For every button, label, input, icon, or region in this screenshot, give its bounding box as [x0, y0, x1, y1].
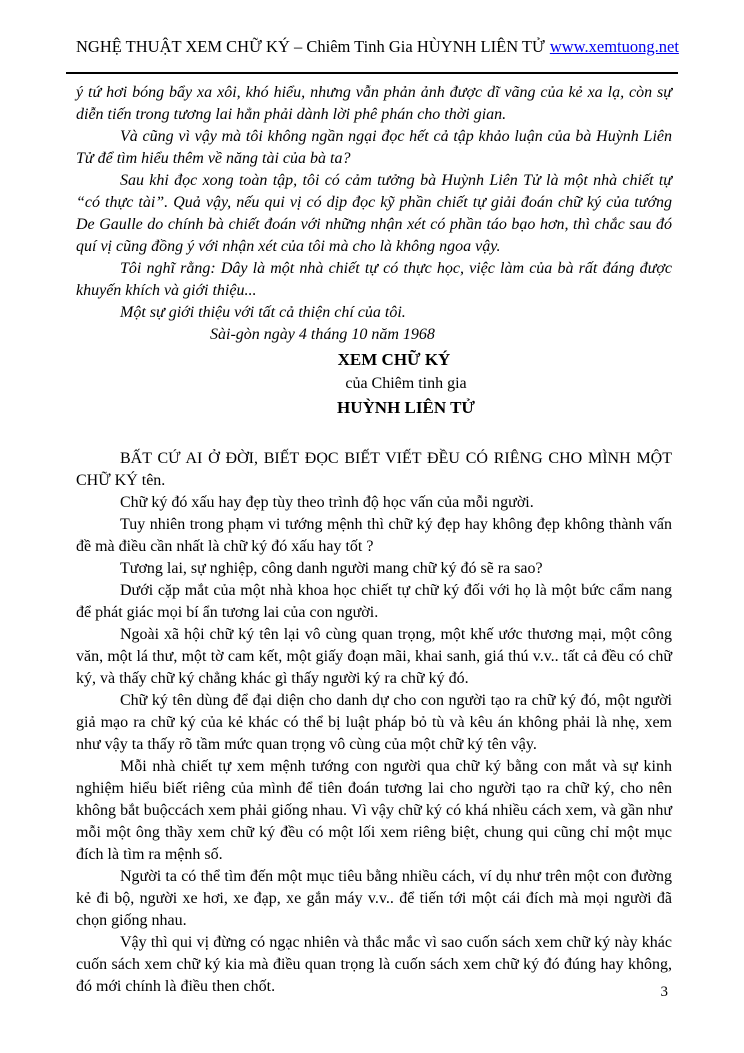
preface-paragraph: Một sự giới thiệu với tất cả thiện chí của tôi.	[120, 304, 406, 321]
header-title: NGHỆ THUẬT XEM CHỮ KÝ – Chiêm Tinh Gia HÙYNH LIÊN TỬ	[76, 37, 545, 56]
page-header	[76, 36, 679, 58]
dateline: Sài-gòn ngày 4 tháng 10 năm 1968	[210, 326, 435, 343]
body-section	[76, 448, 672, 998]
preface-section	[76, 82, 672, 346]
preface-paragraph: Sau khi đọc xong toàn tập, tôi có cảm tưởng bà Huỳnh Liên Tử là một nhà chiết tự “có thực tài”. Quả vậy, nếu qui vị có dịp đọc kỹ phần chiết tự giải đoán chữ ký của tướng De Gaulle do chính bà chiết đoán với những nhận xét có phần táo bạo hơn, thì chắc sau đó quí vị cũng đồng ý với nhận xét của tôi mà cho là không ngoa vậy.	[76, 172, 672, 255]
preface-paragraph: Tôi nghĩ rằng: Dây là một nhà chiết tự có thực học, việc làm của bà rất đáng được khuyến khích và giới thiệu...	[76, 260, 672, 299]
body-paragraph: Dưới cặp mắt của một nhà khoa học chiết tự chữ ký đối với họ là một bức cẩm nang để phát giác mọi bí ẩn tương lai của con người.	[76, 582, 672, 621]
document-subtitle: của Chiêm tinh gia	[345, 375, 467, 392]
body-paragraph: BẤT CỨ AI Ở ĐỜI, BIẾT ĐỌC BIẾT VIẾT ĐỀU CÓ RIÊNG CHO MÌNH MỘT CHỮ KÝ tên.	[76, 450, 672, 489]
preface-paragraph: ý tứ hơi bóng bẩy xa xôi, khó hiểu, nhưng vẫn phản ảnh được dĩ vãng của kẻ xa lạ, còn sự diễn tiến trong tương lai hẳn phải dành lời phê phán cho thời gian.	[76, 84, 672, 123]
document-title: XEM CHỮ KÝ	[337, 350, 451, 369]
header-divider	[66, 72, 678, 74]
body-paragraph: Tuy nhiên trong phạm vi tướng mệnh thì chữ ký đẹp hay không đẹp không thành vấn đề mà điều cần nhất là chữ ký đó xấu hay tốt ?	[76, 516, 672, 555]
body-paragraph: Vậy thì qui vị đừng có ngạc nhiên và thắc mắc vì sao cuốn sách xem chữ ký này khác cuốn sách xem chữ ký kia mà điều quan trọng là cuốn sách xem chữ ký đó đúng hay không, đó mới chính là điều then chốt.	[76, 934, 672, 995]
body-paragraph: Người ta có thể tìm đến một mục tiêu bằng nhiều cách, ví dụ như trên một con đường kẻ đi bộ, người xe hơi, xe đạp, xe gắn máy v.v.. để tiến tới một cái đích mà mọi người đã chọn giống nhau.	[76, 868, 672, 929]
page-number: 3	[660, 984, 668, 1000]
body-paragraph: Chữ ký đó xấu hay đẹp tùy theo trình độ học vấn của mỗi người.	[120, 494, 534, 511]
body-paragraph: Chữ ký tên dùng để đại diện cho danh dự cho con người tạo ra chữ ký đó, một người giả mạo ra chữ ký của kẻ khác có thể bị luật pháp bỏ tù và kêu án không phải là nhẹ, xem như vậy ta thấy rõ tầm mức quan trọng vô cùng của một chữ ký tên vậy.	[76, 692, 672, 753]
body-paragraph: Mỗi nhà chiết tự xem mệnh tướng con người qua chữ ký bằng con mắt và sự kinh nghiệm hiểu biết riêng của mình để tiên đoán tương lai cho người tạo ra chữ ký, cho nên không bắt buộccách xem phải giống nhau. Vì vậy chữ ký có khá nhiều cách xem, và gần như mỗi một ông thầy xem chữ ký đều có một lối xem riêng biệt, chung qui cũng chỉ một mục đích là tìm ra mệnh số.	[76, 758, 672, 863]
header-link[interactable]: www.xemtuong.net	[549, 37, 679, 56]
document-author: HUỲNH LIÊN TỬ	[337, 398, 475, 417]
title-block	[76, 348, 672, 420]
body-paragraph: Tương lai, sự nghiệp, công danh người mang chữ ký đó sẽ ra sao?	[120, 560, 543, 577]
body-paragraph: Ngoài xã hội chữ ký tên lại vô cùng quan trọng, một khế ước thương mại, một công văn, một lá thư, một tờ cam kết, một giấy đoạn mãi, khai sanh, giá thú v.v.. tất cả đều có chữ ký, và thấy chữ ký chẳng khác gì thấy người ký ra chữ ký đó.	[76, 626, 672, 687]
preface-paragraph: Và cũng vì vậy mà tôi không ngần ngại đọc hết cả tập khảo luận của bà Huỳnh Liên Tử để tìm hiểu thêm về năng tài của bà ta?	[76, 128, 672, 167]
